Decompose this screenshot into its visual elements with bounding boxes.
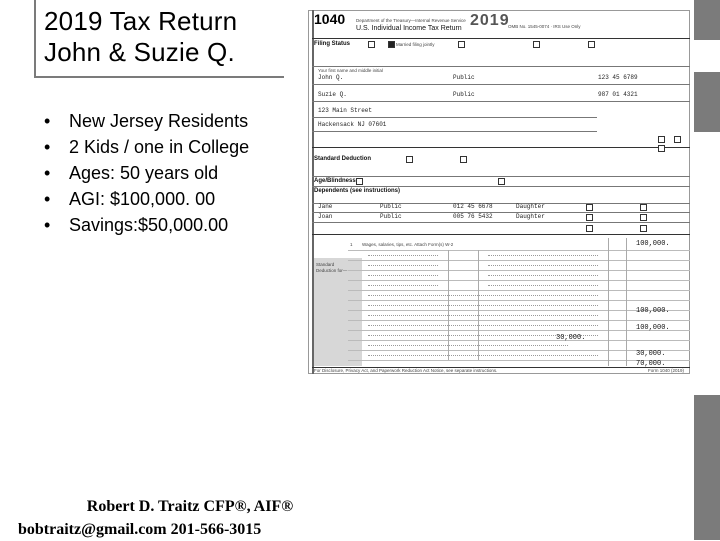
- form-rule: [312, 38, 690, 39]
- checkbox-other-credit: [640, 204, 647, 211]
- income-row-rule: [348, 320, 690, 321]
- checkbox-presidential: [658, 145, 665, 152]
- first-name-caption: Your first name and middle initial: [318, 68, 383, 73]
- checkbox-mfs: [458, 41, 465, 48]
- accent-bar-bottom: [694, 395, 720, 540]
- line-11a-amount: 30,000.: [636, 350, 666, 358]
- accent-bar-top: [694, 0, 720, 40]
- address: 123 Main Street: [318, 107, 373, 114]
- ssn: 123 45 6789: [598, 74, 638, 81]
- income-row-rule: [348, 290, 690, 291]
- bullet-marker: •: [44, 215, 51, 235]
- form-title: U.S. Individual Income Tax Return: [356, 25, 462, 32]
- checkbox-spouse-dependent: [460, 156, 467, 163]
- bullet-marker: •: [44, 111, 51, 131]
- spouse-last-name: Public: [453, 91, 475, 98]
- bullet-list: [42, 108, 249, 238]
- form-footer-id: Form 1040 (2019): [648, 368, 685, 373]
- author-name: Robert D. Traitz CFP®, AIF®: [86, 498, 294, 515]
- income-row-rule: [348, 260, 690, 261]
- form-omb-text: OMB No. 1545-0074 · IRS Use Only: [508, 24, 581, 29]
- dependent-last-name: Public: [380, 213, 402, 220]
- last-name: Public: [453, 74, 475, 81]
- checkbox-spouse-age: [498, 178, 505, 185]
- dependent-ssn: 012 45 6678: [453, 203, 493, 210]
- sidebar-caption: Deduction for—: [316, 268, 348, 273]
- leader-dots: [488, 285, 598, 286]
- bullet-text: AGI: $100,000. 00: [69, 189, 216, 209]
- leader-dots: [368, 315, 598, 316]
- checkbox-child-credit: [586, 214, 593, 221]
- line-8b-amount: 100,000.: [636, 324, 670, 332]
- checkbox-presidential: [674, 136, 681, 143]
- dependents-label: Dependents (see instructions): [314, 188, 401, 194]
- leader-dots: [368, 285, 438, 286]
- leader-dots: [368, 325, 598, 326]
- income-row-rule: [348, 250, 690, 251]
- bullet-item: [42, 212, 249, 238]
- checkbox-single: [368, 41, 375, 48]
- leader-dots: [488, 275, 598, 276]
- bullet-text: New Jersey Residents: [69, 111, 249, 131]
- slide-title-line-2: John & Suzie Q.: [44, 37, 235, 67]
- income-row-rule: [348, 280, 690, 281]
- spouse-first-name: Suzie Q.: [318, 91, 347, 98]
- form-rule: [312, 212, 690, 213]
- form-rule: [312, 234, 690, 235]
- dependent-first-name: Joan: [318, 213, 333, 220]
- income-col-rule: [626, 238, 627, 366]
- accent-bar-middle: [694, 72, 720, 132]
- checkbox-child-credit: [586, 204, 593, 211]
- form-year: 2019: [470, 12, 510, 29]
- checkbox-presidential: [658, 136, 665, 143]
- form-rule: [312, 117, 597, 118]
- leader-dots: [488, 265, 598, 266]
- bullet-item: [42, 108, 249, 134]
- slide-title-line-1: 2019 Tax Return: [44, 6, 238, 36]
- author-signature: [0, 495, 340, 541]
- bullet-text: Savings:$50,000.00: [69, 215, 229, 235]
- form-rule: [312, 101, 690, 102]
- form-rule: [312, 176, 690, 177]
- leader-dots: [488, 255, 598, 256]
- bullet-item: [42, 160, 249, 186]
- checkbox-age: [356, 178, 363, 185]
- city-state-zip: Hackensack NJ 07601: [318, 121, 387, 128]
- income-col-rule: [608, 238, 609, 366]
- bullet-text: 2 Kids / one in College: [69, 137, 250, 157]
- leader-dots: [368, 305, 598, 306]
- checkbox-dependent: [406, 156, 413, 163]
- bullet-marker: •: [44, 137, 51, 157]
- leader-dots: [368, 275, 438, 276]
- form-dept-text: Department of the Treasury—Internal Revenue Service: [356, 18, 466, 23]
- first-name: John Q.: [318, 74, 344, 81]
- line-11b-amount: 70,000.: [636, 360, 666, 368]
- leader-dots: [368, 265, 438, 266]
- line-1-amount: 100,000.: [636, 240, 670, 248]
- mfj-label: Married filing jointly: [396, 42, 435, 47]
- line-7b-amount: 100,000.: [636, 307, 670, 315]
- bullet-marker: •: [44, 189, 51, 209]
- sidebar-caption: Standard: [316, 262, 335, 267]
- form-rule: [312, 147, 690, 148]
- standard-deduction-label: Standard Deduction: [314, 156, 372, 162]
- checkbox-child-credit: [586, 225, 593, 232]
- form-rule: [312, 84, 690, 85]
- age-blindness-label: Age/Blindness: [314, 178, 356, 184]
- line-number: 1: [350, 242, 353, 247]
- form-footer-notice: For Disclosure, Privacy Act, and Paperwork Reduction Act Notice, see separate instructions.: [314, 368, 498, 373]
- dependent-relationship: Daughter: [516, 213, 545, 220]
- form-rule: [312, 203, 690, 204]
- author-contact: bobtraitz@gmail.com 201-566-3015: [18, 521, 262, 538]
- income-row-rule: [348, 340, 690, 341]
- dependent-first-name: Jane: [318, 203, 333, 210]
- form-rule: [312, 131, 597, 132]
- bullet-text: Ages: 50 years old: [69, 163, 219, 183]
- filing-status-label: Filing Status: [314, 41, 350, 47]
- form-number: 1040: [314, 11, 346, 27]
- income-row-rule: [348, 270, 690, 271]
- line-1-label: Wages, salaries, tips, etc. Attach Form(s) W-2: [362, 242, 454, 247]
- dependent-last-name: Public: [380, 203, 402, 210]
- dependent-ssn: 005 76 5432: [453, 213, 493, 220]
- form-1040-image: [308, 10, 690, 374]
- form-rule: [312, 222, 690, 223]
- spouse-ssn: 987 01 4321: [598, 91, 638, 98]
- leader-dots: [368, 255, 438, 256]
- form-rule: [312, 186, 690, 187]
- bullet-marker: •: [44, 163, 51, 183]
- checkbox-mfj: [388, 41, 395, 48]
- bullet-item: [42, 134, 249, 160]
- checkbox-qw: [588, 41, 595, 48]
- leader-dots: [368, 355, 598, 356]
- checkbox-other-credit: [640, 214, 647, 221]
- leader-dots: [368, 295, 598, 296]
- checkbox-hoh: [533, 41, 540, 48]
- leader-dots: [368, 345, 568, 346]
- checkbox-other-credit: [640, 225, 647, 232]
- bullet-item: [42, 186, 249, 212]
- form-rule: [312, 66, 690, 67]
- line-9-amount: 30,000.: [556, 334, 586, 342]
- income-row-rule: [348, 300, 690, 301]
- dependent-relationship: Daughter: [516, 203, 545, 210]
- slide-title: [34, 0, 284, 78]
